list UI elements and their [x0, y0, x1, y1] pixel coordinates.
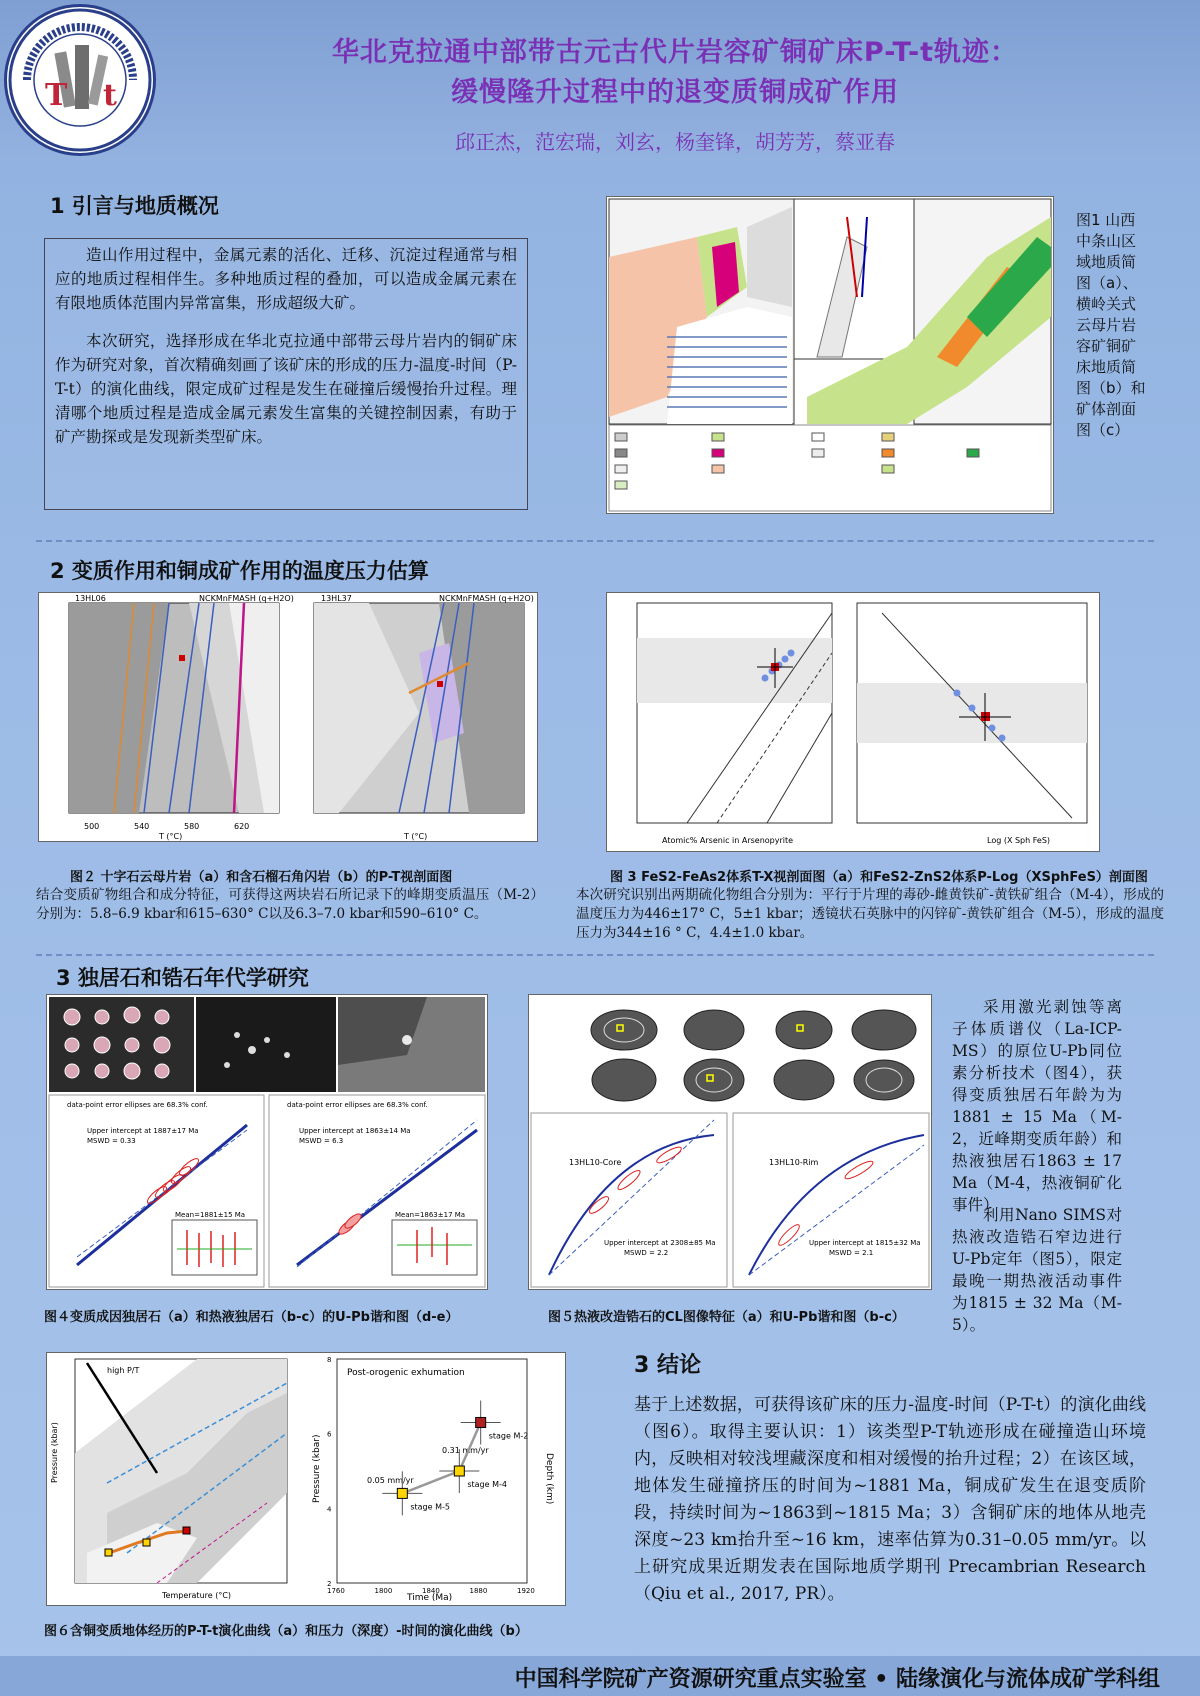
section-1-heading: 1 引言与地质概况	[50, 194, 219, 218]
svg-text:Temperature (°C): Temperature (°C)	[162, 1591, 232, 1600]
fig6b-xlabel: Time (Ma)	[407, 1593, 453, 1603]
figure-1-geologic-map	[606, 196, 1054, 514]
fig6b-ylabel: Pressure (kbar)	[312, 1434, 322, 1503]
fig6b-x-tick: 1800	[374, 1587, 393, 1595]
figure-3-caption: 图 3 FeS2-FeAs2体系T-X视剖面图（a）和FeS2-ZnS2体系P-Log（XSphFeS）剖面图	[610, 870, 1148, 885]
svg-text:580: 580	[184, 822, 200, 831]
fig5b-intercept: Upper intercept at 2308±85 Ma	[604, 1239, 716, 1247]
title-line-1: 华北克拉通中部带古元古代片岩容矿铜矿床P-T-t轨迹：	[331, 37, 1019, 68]
section-3-heading: 3 独居石和锆石年代学研究	[56, 966, 309, 990]
fig6b-y-tick: 6	[327, 1430, 332, 1439]
conclusion-text: 基于上述数据，可获得该矿床的压力-温度-时间（P-T-t）的演化曲线（图6）。取得主要认识：1）该类型P-T轨迹形成在碰撞造山环境内，反映相对较浅埋藏深度和相对缓慢的抬升过程；2）在该区域，地体发生碰撞挤压的时间为~1881 Ma，铜成矿发生在退变质阶段，持续时间为~1863到~1815 Ma；3）含铜矿床的地体从地壳深度~23 km抬升至~16 km，速率估算为0.31–0.05 mm/yr。以上研究成果近期发表在国际地质学期刊 Precambrian Research（Qiu et al., 2017, PR）。	[634, 1395, 1146, 1604]
fig4d-mean: Mean=1881±15 Ma	[175, 1211, 246, 1219]
fig2a-sample-id: 13HL06	[75, 594, 106, 603]
svg-text:Atomic% Arsenic in Arsenopyrit: Atomic% Arsenic in Arsenopyrite	[662, 836, 794, 845]
svg-text:t: t	[103, 78, 117, 113]
fig6b-y-tick: 4	[327, 1505, 332, 1514]
figure-2-pseudosections	[38, 592, 538, 842]
fig6b-x-tick: 1840	[422, 1587, 440, 1595]
fig5c-intercept: Upper intercept at 1815±32 Ma	[809, 1239, 921, 1247]
figure-2-caption: 图２ 十字石云母片岩（a）和含石榴石角闪岩（b）的P-T视剖面图	[70, 870, 453, 885]
figure-3-tx-plog	[606, 592, 1100, 852]
svg-text:500: 500	[84, 822, 100, 831]
fig5b-mswd: MSWD = 2.2	[624, 1249, 669, 1257]
fig6b-rate-1: 0.31 mm/yr	[442, 1446, 489, 1455]
figure-3-text: 本次研究识别出两期硫化物组合分别为：平行于片理的毒砂-雌黄铁矿-黄铁矿组合（M-4），形成的温度压力为446±17° C，5±1 kbar；透镜状石英脉中的闪锌矿-黄铁矿组合（M-5），形成的温度压力为344±16 ° C，4.4±1.0 kbar。	[576, 887, 1164, 941]
svg-text:540: 540	[134, 822, 150, 831]
figure-2-text: 结合变质矿物组合和成分特征，可获得这两块岩石所记录下的峰期变质温压（M-2）分别为：5.8–6.9 kbar和615–630° C以及6.3–7.0 kbar和590–610° C。	[36, 887, 544, 922]
footer-bar	[0, 1656, 1200, 1696]
fig6b-title: Post-orogenic exhumation	[347, 1368, 465, 1378]
fig6b-y2label: Depth (km)	[544, 1453, 554, 1505]
svg-text:Log (X Sph FeS): Log (X Sph FeS)	[987, 836, 1051, 845]
svg-text:high P/T: high P/T	[107, 1366, 140, 1375]
geochronology-text-2: 利用Nano SIMS对热液改造锆石窄边进行U-Pb定年（图5），限定最晚一期热液活动事件为1815 ± 32 Ma（M-5）。	[952, 1206, 1122, 1334]
footer-text: 中国科学院矿产资源研究重点实验室 • 陆缘演化与流体成矿学科组	[514, 1667, 1160, 1692]
svg-text:T (°C): T (°C)	[159, 832, 183, 841]
geochronology-text-1: 采用激光剥蚀等离子体质谱仪（La-ICP-MS）的原位U-Pb同位素分析技术（图4），获得变质独居石年龄为为1881 ± 15 Ma（M-2，近峰期变质年龄）和热液独居石1863 ± 17 Ma（M-4，热液铜矿化事件）	[952, 998, 1122, 1214]
svg-text:Pressure (kbar): Pressure (kbar)	[50, 1422, 59, 1483]
fig6b-stage-label: stage M-4	[467, 1480, 507, 1489]
authors: 邱正杰，范宏瑞，刘玄，杨奎锋，胡芳芳，蔡亚春	[455, 130, 895, 154]
fig4d-mswd: MSWD = 0.33	[87, 1137, 136, 1145]
figure-1-caption: 图1 山西中条山区域地质简图（a）、横岭关式云母片岩容矿铜矿床地质简图（b）和矿体剖面图（c）	[1076, 211, 1146, 439]
fig5c-label: 13HL10-Rim	[769, 1158, 819, 1167]
fig6b-rate-2: 0.05 mm/yr	[367, 1476, 414, 1485]
fig4e-note: data-point error ellipses are 68.3% conf.	[287, 1101, 428, 1109]
fig6b-stage-label: stage M-2	[488, 1431, 529, 1441]
fig2b-system: NCKMnFMASH (q+H2O)	[439, 594, 534, 603]
figure-6-caption: 图６含铜变质地体经历的P-T-t演化曲线（a）和压力（深度）-时间的演化曲线（b）	[44, 1624, 528, 1639]
svg-text:T (°C): T (°C)	[404, 832, 428, 841]
intro-para-1: 造山作用过程中，金属元素的活化、迁移、沉淀过程通常与相应的地质过程相伴生。多种地质过程的叠加，可以造成金属元素在有限地质体范围内异常富集，形成超级大矿。	[55, 246, 517, 312]
fig6b-stage-point	[397, 1488, 407, 1498]
fig6b-stage-label: stage M-5	[410, 1502, 450, 1512]
fig2b-sample-id: 13HL37	[321, 594, 352, 603]
fig4e-mean: Mean=1863±17 Ma	[395, 1211, 466, 1219]
figure-4-monazite	[46, 994, 488, 1290]
figure-6-ptt-paths	[46, 1352, 566, 1606]
intro-para-2: 本次研究，选择形成在华北克拉通中部带云母片岩内的铜矿床作为研究对象，首次精确刻画了该矿床的形成的压力-温度-时间（P-T-t）的演化曲线，限定成矿过程是发生在碰撞后缓慢抬升过程。理清哪个地质过程是造成金属元素发生富集的关键控制因素，有助于矿产勘探或是发现新类型矿床。	[55, 332, 517, 446]
fig6b-y-tick: 2	[327, 1580, 332, 1588]
figure-4-caption: 图４变质成因独居石（a）和热液独居石（b-c）的U-Pb谐和图（d-e）	[44, 1310, 459, 1325]
fig4d-note: data-point error ellipses are 68.3% conf.	[67, 1101, 208, 1109]
fig4e-mswd: MSWD = 6.3	[299, 1137, 344, 1145]
divider-2	[36, 954, 1154, 956]
figure-5-zircon	[528, 994, 932, 1290]
fig5b-label: 13HL10-Core	[569, 1158, 622, 1167]
divider-1	[36, 540, 1154, 542]
fig6b-x-tick: 1760	[327, 1587, 345, 1595]
conclusion-heading: 3 结论	[634, 1353, 701, 1378]
fig6b-stage-point	[454, 1466, 464, 1476]
fig6b-x-tick: 1880	[469, 1587, 488, 1595]
title-line-2: 缓慢隆升过程中的退变质铜成矿作用	[451, 77, 899, 108]
fig2a-system: NCKMnFMASH (q+H2O)	[199, 594, 294, 603]
fig4d-intercept: Upper intercept at 1887±17 Ma	[87, 1127, 199, 1135]
fig4e-intercept: Upper intercept at 1863±14 Ma	[299, 1127, 411, 1135]
fig5c-mswd: MSWD = 2.1	[829, 1249, 874, 1257]
fig6b-stage-point	[476, 1417, 486, 1427]
svg-text:T: T	[45, 78, 68, 113]
svg-text:620: 620	[234, 822, 250, 831]
lab-logo	[4, 4, 156, 156]
section-2-heading: 2 变质作用和铜成矿作用的温度压力估算	[50, 559, 429, 583]
intro-textbox	[44, 238, 528, 510]
fig6b-x-tick: 1920	[517, 1587, 535, 1595]
fig6b-y-tick: 8	[327, 1356, 332, 1364]
figure-5-caption: 图５热液改造锆石的CL图像特征（a）和U-Pb谐和图（b-c）	[548, 1310, 905, 1325]
figure-6b-chart	[312, 1356, 554, 1603]
